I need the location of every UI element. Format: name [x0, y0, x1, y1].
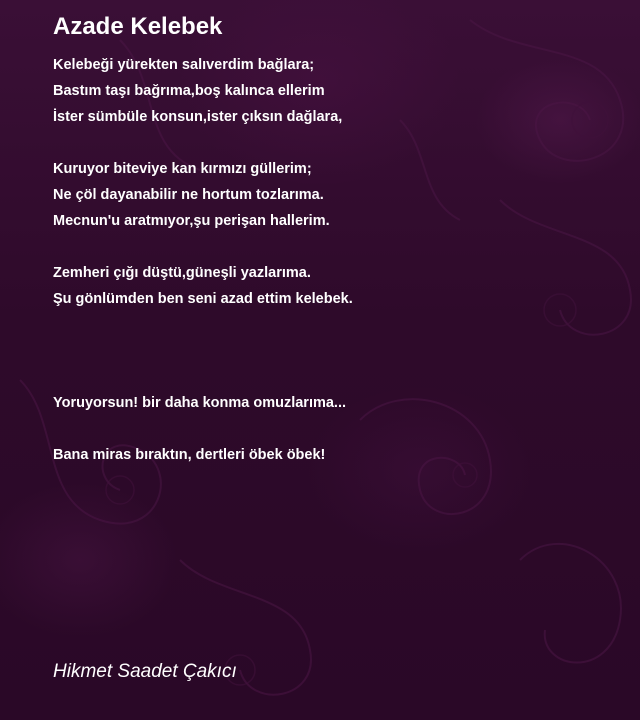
poem-line: Kuruyor biteviye kan kırmızı güllerim;	[53, 161, 312, 177]
poem-author: Hikmet Saadet Çakıcı	[53, 661, 237, 682]
poem-line: Bastım taşı bağrıma,boş kalınca ellerim	[53, 83, 325, 99]
stanza-gap	[53, 312, 613, 390]
poem-line: Kelebeği yürekten salıverdim bağlara;	[53, 57, 315, 73]
poem-body	[53, 52, 613, 468]
poem-title: Azade Kelebek	[53, 13, 223, 40]
stanza-gap	[53, 234, 613, 260]
poem-line: Yoruyorsun! bir daha konma omuzlarıma...	[53, 395, 347, 411]
poem-line: Bana miras bıraktın, dertleri öbek öbek!	[53, 447, 326, 463]
poem-line: Mecnun'u aratmıyor,şu perişan hallerim.	[53, 213, 330, 229]
poem-line: Ne çöl dayanabilir ne hortum tozlarıma.	[53, 187, 324, 203]
stanza-gap	[53, 416, 613, 442]
poem-line: Zemheri çığı düştü,güneşli yazlarıma.	[53, 265, 311, 281]
poem-line: Şu gönlümden ben seni azad ettim kelebek.	[53, 291, 353, 307]
poem-line: İster sümbüle konsun,ister çıksın dağlara,	[53, 109, 343, 125]
stanza-gap	[53, 130, 613, 156]
